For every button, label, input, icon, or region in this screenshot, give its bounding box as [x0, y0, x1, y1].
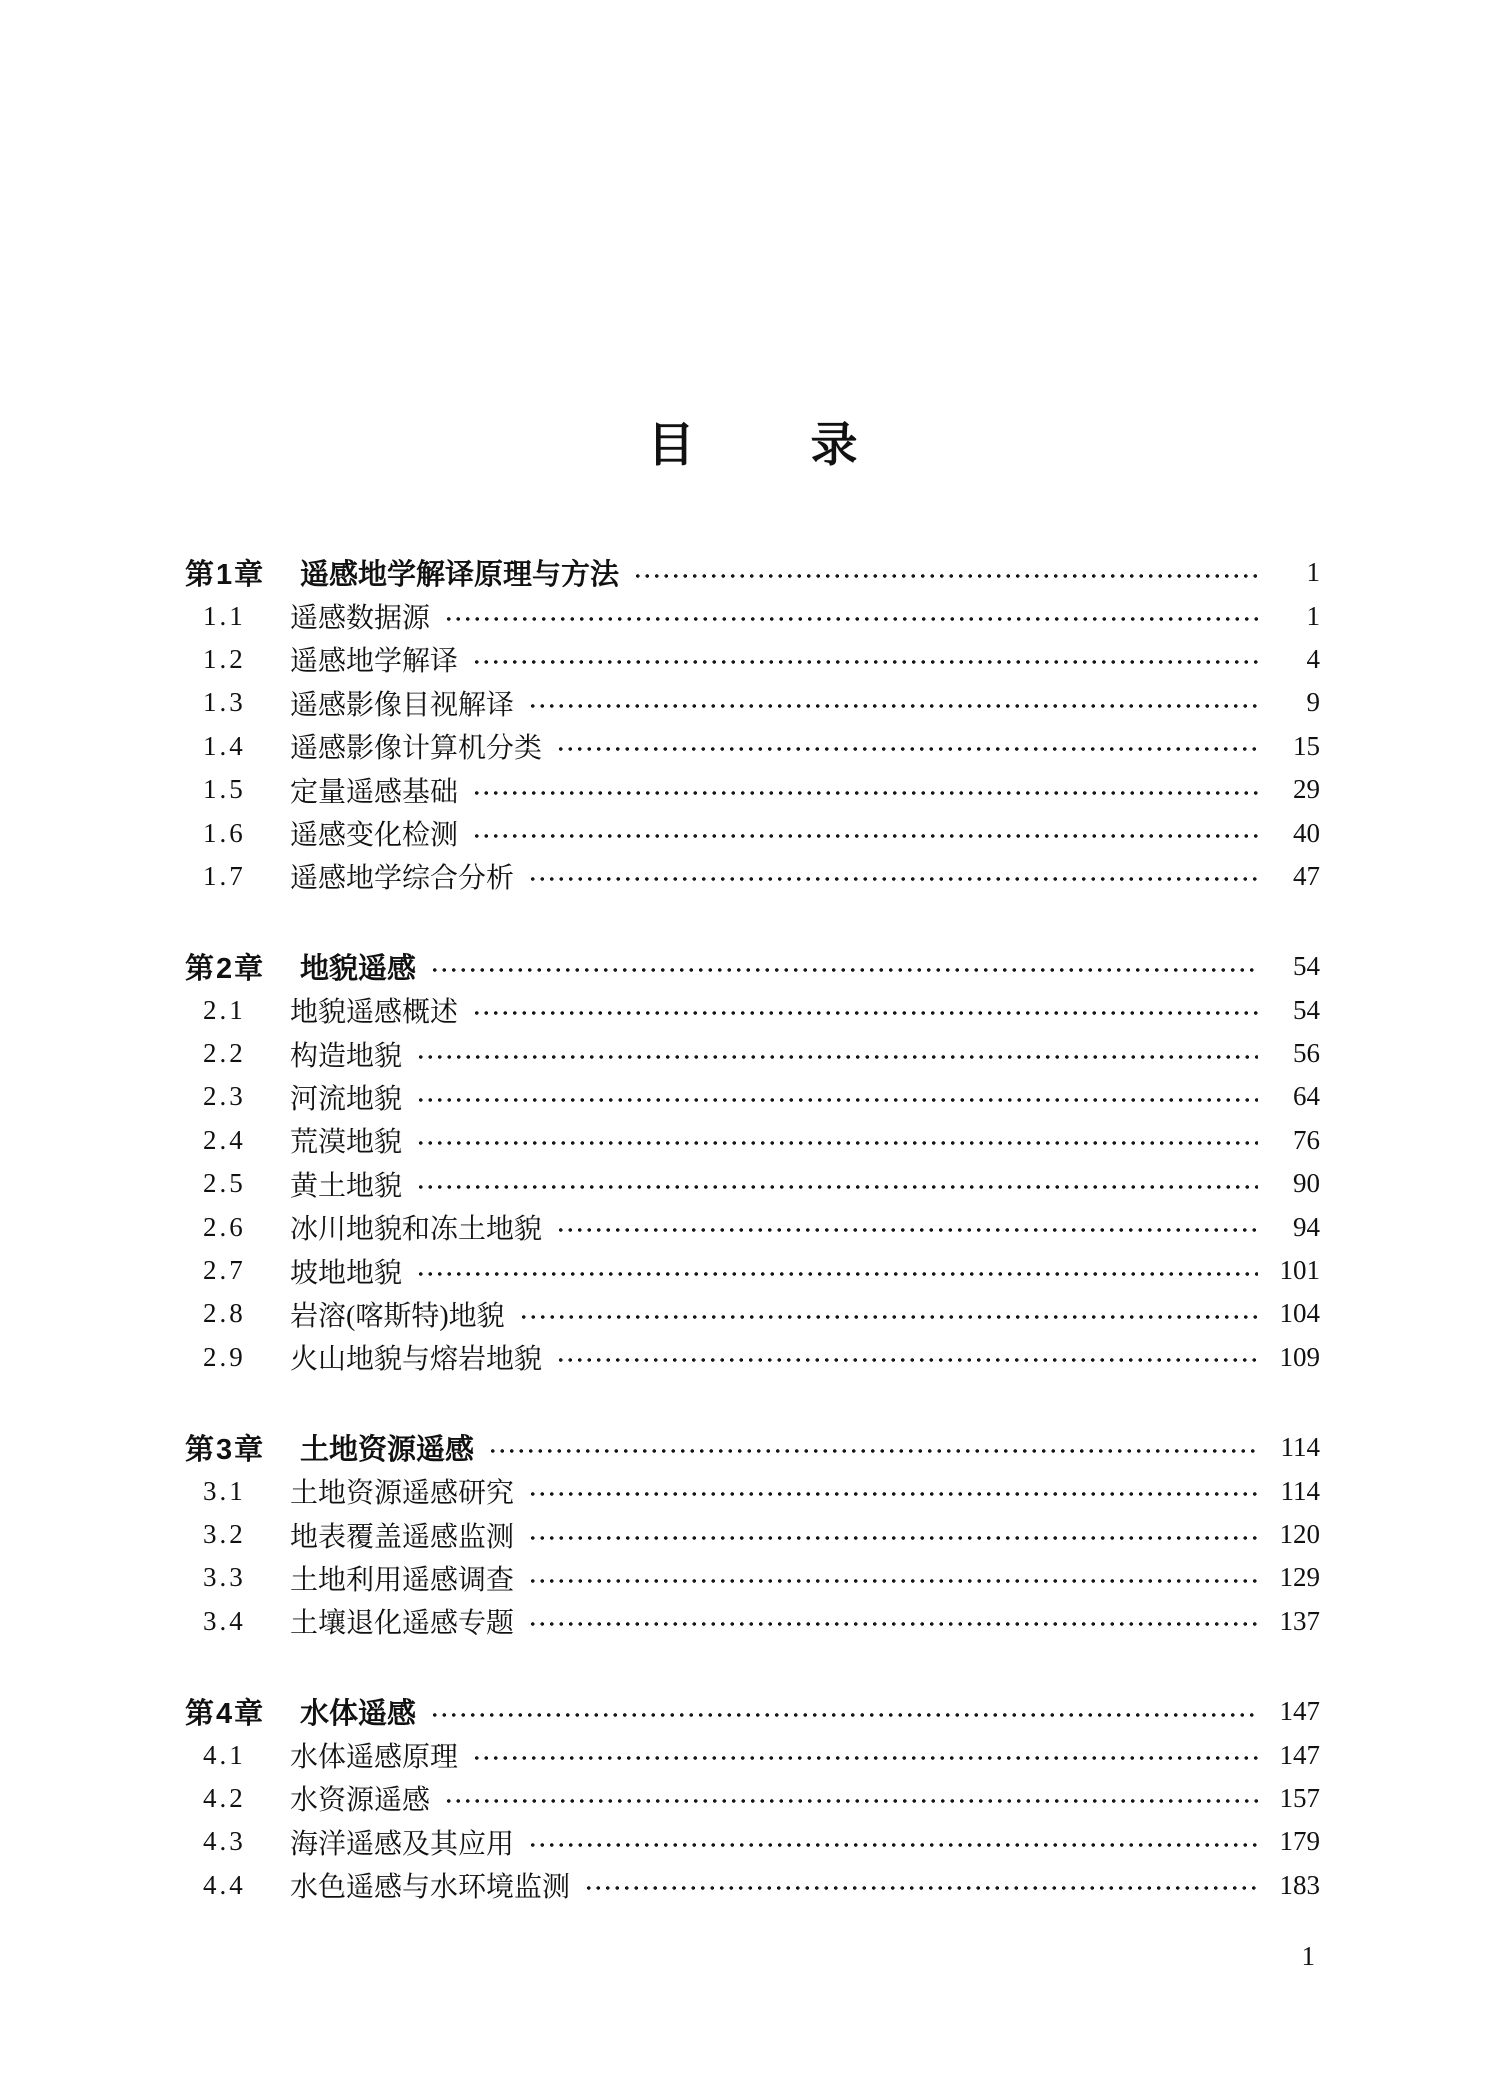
dot-leader [470, 786, 1258, 800]
toc-chapter-group-1 [185, 551, 1320, 898]
dot-leader [517, 1310, 1258, 1324]
section-number: 1.5 [203, 774, 246, 805]
section-number: 4.2 [203, 1782, 246, 1813]
section-number: 2.8 [203, 1298, 246, 1329]
page-number: 94 [1293, 1211, 1320, 1242]
page-number: 4 [1306, 643, 1320, 674]
footer-page-number: 1 [1301, 1941, 1315, 1971]
page-title-char-1: 目 [647, 420, 695, 472]
chapter-label: 第2章 [185, 953, 266, 986]
dot-leader [486, 1444, 1258, 1458]
section-number: 2.6 [203, 1211, 246, 1242]
section-title: 遥感地学解译 [290, 646, 459, 678]
section-number: 3.2 [203, 1519, 246, 1549]
page-number: 90 [1293, 1168, 1320, 1199]
page-number: 1 [1306, 557, 1320, 588]
page-number: 183 [1279, 1869, 1320, 1900]
chapter-title: 地貌遥感 [300, 953, 417, 986]
section-title: 坡地地貌 [290, 1257, 403, 1289]
section-number: 1.7 [203, 860, 246, 891]
section-title: 土地资源遥感研究 [290, 1478, 515, 1510]
page-number: 54 [1293, 951, 1320, 982]
section-number: 2.5 [203, 1168, 246, 1199]
page-number: 147 [1279, 1696, 1320, 1727]
toc-section-row [185, 1032, 1320, 1075]
page-number: 56 [1293, 1038, 1320, 1069]
dot-leader [414, 1180, 1258, 1194]
section-title: 火山地貌与熔岩地貌 [290, 1344, 543, 1376]
toc-section-row [185, 1205, 1320, 1248]
section-number: 3.1 [203, 1475, 246, 1506]
section-title: 遥感数据源 [290, 603, 431, 635]
section-title: 构造地貌 [290, 1040, 403, 1072]
dot-leader [414, 1136, 1258, 1150]
toc-section-row [185, 594, 1320, 637]
section-title: 黄土地貌 [290, 1170, 403, 1202]
section-title: 遥感地学综合分析 [290, 863, 515, 895]
section-title: 遥感影像计算机分类 [290, 733, 543, 765]
page-number: 54 [1293, 994, 1320, 1025]
section-title: 海洋遥感及其应用 [290, 1828, 515, 1860]
toc-section-row [185, 1336, 1320, 1379]
page-number: 47 [1293, 860, 1320, 891]
toc-section-row [185, 681, 1320, 724]
toc-section-row [185, 725, 1320, 768]
page-number: 109 [1279, 1341, 1320, 1372]
section-number: 2.1 [203, 994, 246, 1025]
toc-chapter-group-3 [185, 1426, 1320, 1643]
page-title-char-2: 录 [810, 420, 858, 472]
dot-leader [414, 1050, 1258, 1064]
toc-section-row [185, 1820, 1320, 1863]
toc-section-row [185, 1292, 1320, 1335]
page-number: 129 [1279, 1562, 1320, 1593]
dot-leader [526, 1838, 1258, 1852]
page-title [0, 408, 1505, 475]
dot-leader [526, 872, 1258, 886]
toc-chapter-group-4 [185, 1690, 1320, 1907]
page-number: 29 [1293, 774, 1320, 805]
toc-chapter-row-3 [185, 1426, 1320, 1469]
toc-section-row [185, 1162, 1320, 1205]
page-number: 137 [1279, 1605, 1320, 1636]
section-title: 定量遥感基础 [290, 776, 459, 808]
section-number: 2.3 [203, 1081, 246, 1112]
dot-leader [526, 1574, 1258, 1588]
dot-leader [428, 963, 1258, 977]
dot-leader [554, 1223, 1258, 1237]
toc-section-row [185, 1600, 1320, 1643]
toc-section-row [185, 1777, 1320, 1820]
section-title: 遥感影像目视解译 [290, 689, 515, 721]
toc-chapter-group-2 [185, 945, 1320, 1379]
dot-leader [631, 569, 1258, 583]
section-title: 河流地貌 [290, 1083, 403, 1115]
section-number: 1.4 [203, 730, 246, 761]
toc-section-row [185, 1556, 1320, 1599]
dot-leader [554, 742, 1258, 756]
section-number: 2.9 [203, 1341, 246, 1372]
dot-leader [470, 1751, 1258, 1765]
toc-section-row [185, 768, 1320, 811]
page-number: 9 [1306, 687, 1320, 718]
chapter-title: 遥感地学解译原理与方法 [300, 559, 620, 592]
section-title: 水资源遥感 [290, 1785, 431, 1817]
section-number: 3.3 [203, 1562, 246, 1593]
toc-section-row [185, 1469, 1320, 1512]
toc-section-row [185, 1733, 1320, 1776]
section-title: 水体遥感原理 [290, 1742, 459, 1774]
table-of-contents [185, 551, 1320, 1907]
toc-section-row [185, 1249, 1320, 1292]
dot-leader [526, 1487, 1258, 1501]
section-title: 土壤退化遥感专题 [290, 1608, 515, 1640]
section-title: 水色遥感与水环境监测 [290, 1872, 571, 1904]
toc-section-row [185, 1075, 1320, 1118]
page-number: 104 [1279, 1298, 1320, 1329]
section-title: 岩溶(喀斯特)地貌 [290, 1300, 505, 1332]
page-number: 1 [1306, 600, 1320, 631]
page-number: 120 [1279, 1519, 1320, 1549]
chapter-title: 土地资源遥感 [300, 1434, 475, 1467]
page-number: 179 [1279, 1826, 1320, 1857]
toc-chapter-row-1 [185, 551, 1320, 594]
page-number: 147 [1279, 1739, 1320, 1770]
toc-chapter-row-4 [185, 1690, 1320, 1733]
toc-chapter-row-2 [185, 945, 1320, 988]
dot-leader [470, 655, 1258, 669]
toc-section-row [185, 1864, 1320, 1907]
section-number: 2.2 [203, 1038, 246, 1069]
section-title: 荒漠地貌 [290, 1127, 403, 1159]
page-number: 157 [1279, 1782, 1320, 1813]
chapter-label: 第3章 [185, 1434, 266, 1467]
toc-section-row [185, 811, 1320, 854]
dot-leader [414, 1093, 1258, 1107]
section-number: 4.3 [203, 1826, 246, 1857]
chapter-label: 第1章 [185, 559, 266, 592]
page-number: 15 [1293, 730, 1320, 761]
section-title: 冰川地貌和冻土地貌 [290, 1214, 543, 1246]
section-number: 1.1 [203, 600, 246, 631]
chapter-title: 水体遥感 [300, 1698, 417, 1731]
section-number: 2.4 [203, 1124, 246, 1155]
page-number: 114 [1280, 1475, 1320, 1506]
toc-section-row [185, 989, 1320, 1032]
section-title: 地貌遥感概述 [290, 997, 459, 1029]
section-number: 4.4 [203, 1869, 246, 1900]
dot-leader [526, 1617, 1258, 1631]
section-number: 3.4 [203, 1605, 246, 1636]
dot-leader [470, 829, 1258, 843]
toc-section-row [185, 638, 1320, 681]
toc-section-row [185, 1119, 1320, 1162]
section-number: 4.1 [203, 1739, 246, 1770]
dot-leader [470, 1006, 1258, 1020]
dot-leader [554, 1353, 1258, 1367]
section-number: 1.2 [203, 643, 246, 674]
dot-leader [428, 1708, 1258, 1722]
chapter-label: 第4章 [185, 1698, 266, 1731]
toc-section-row [185, 1513, 1320, 1556]
section-title: 土地利用遥感调查 [290, 1564, 515, 1596]
section-title: 遥感变化检测 [290, 820, 459, 852]
dot-leader [414, 1267, 1258, 1281]
dot-leader [582, 1881, 1258, 1895]
section-title: 地表覆盖遥感监测 [290, 1521, 515, 1553]
dot-leader [442, 1794, 1258, 1808]
toc-section-row [185, 855, 1320, 898]
page-number: 64 [1293, 1081, 1320, 1112]
page-number: 101 [1279, 1255, 1320, 1286]
dot-leader [442, 612, 1258, 626]
page-number: 76 [1293, 1124, 1320, 1155]
section-number: 1.3 [203, 687, 246, 718]
dot-leader [526, 699, 1258, 713]
dot-leader [526, 1531, 1258, 1545]
section-number: 1.6 [203, 817, 246, 848]
section-number: 2.7 [203, 1255, 246, 1286]
page-number: 114 [1280, 1432, 1320, 1463]
page-number: 40 [1293, 817, 1320, 848]
